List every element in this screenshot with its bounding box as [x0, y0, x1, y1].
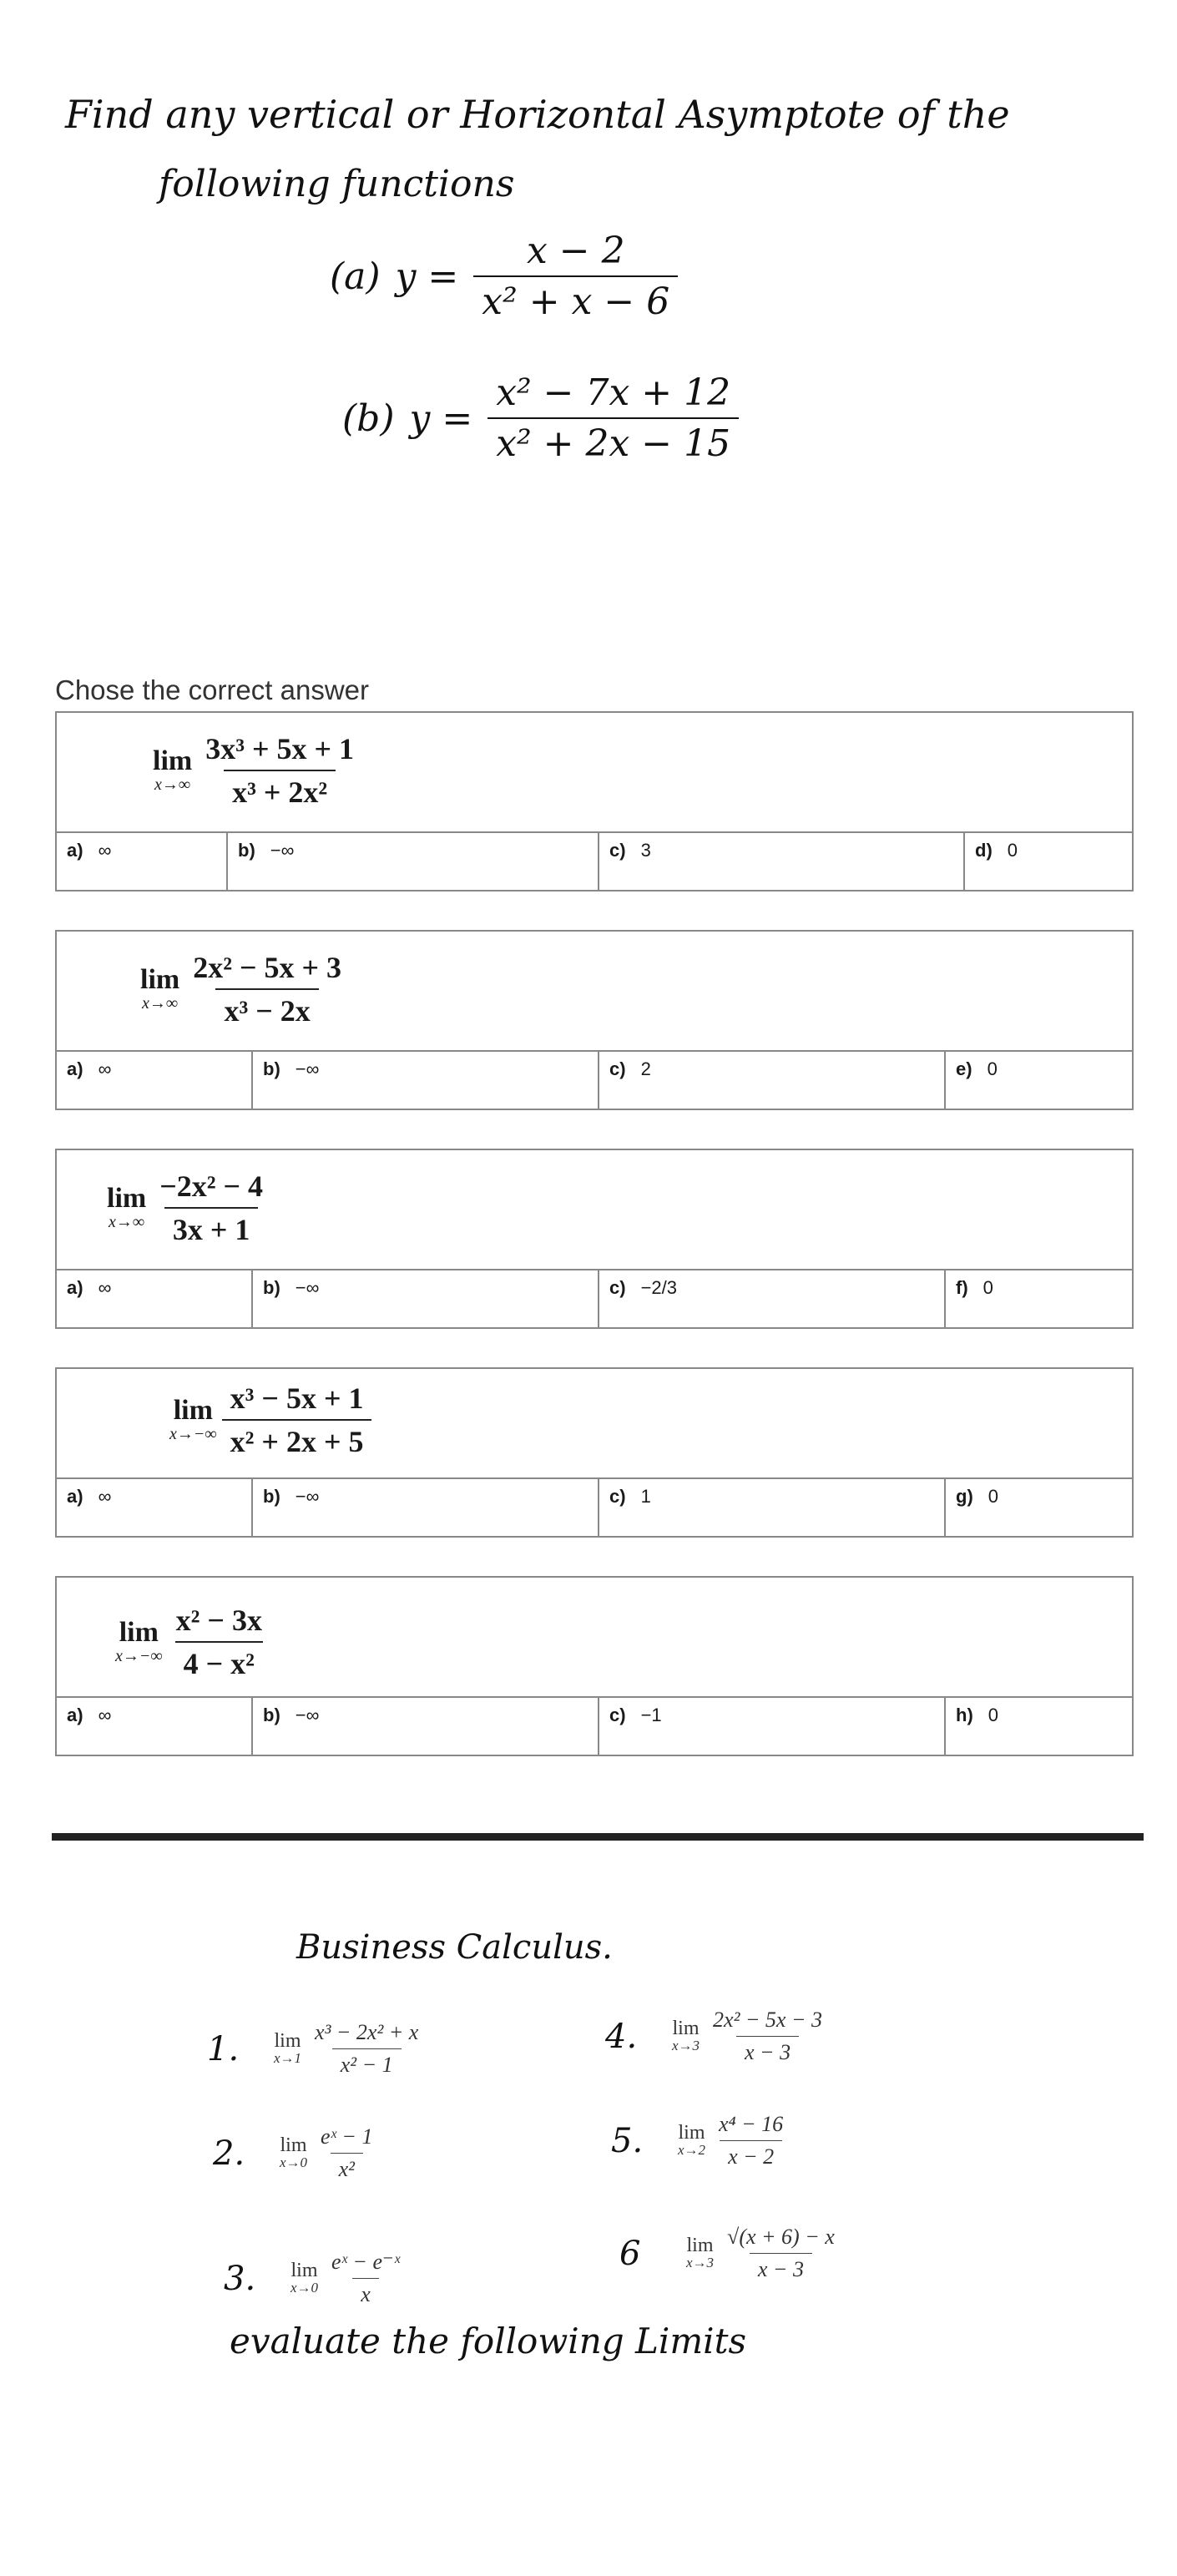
limit-operator [169, 1397, 217, 1443]
mc-options [57, 833, 1132, 890]
option-value: −∞ [295, 1058, 320, 1079]
limit-word: lim [290, 2260, 318, 2282]
limit-expression [672, 2008, 831, 2065]
limit-subscript: x→−∞ [169, 1425, 217, 1443]
option-letter: a) [67, 1705, 83, 1725]
mc-option[interactable] [253, 1479, 599, 1536]
limit-numerator: x⁴ − 16 [719, 2112, 784, 2136]
limit-numerator: √(x + 6) − x [727, 2225, 835, 2249]
mc-options [57, 1698, 1132, 1755]
limit-fraction [151, 1169, 271, 1247]
limit-fraction [306, 2020, 427, 2078]
option-value: ∞ [98, 1705, 112, 1725]
limit-expression [280, 2124, 381, 2182]
mc-option[interactable] [946, 1698, 1132, 1755]
option-value: ∞ [98, 1486, 112, 1507]
mc-option[interactable] [965, 833, 1132, 890]
option-value: 3 [640, 840, 651, 861]
limit-fraction [168, 1603, 270, 1681]
option-value: 0 [988, 1705, 999, 1725]
option-value: −1 [640, 1705, 662, 1725]
limit-word: lim [140, 964, 180, 995]
mc-option[interactable] [253, 1698, 599, 1755]
option-value: ∞ [98, 840, 112, 861]
limit-denominator: 3x + 1 [164, 1207, 259, 1247]
mc-option[interactable] [57, 1479, 253, 1536]
function-numerator: x² − 7x + 12 [496, 371, 731, 414]
limit-denominator: x − 3 [750, 2253, 812, 2282]
option-letter: a) [67, 1058, 83, 1079]
limit-expression [169, 1381, 371, 1459]
limit-word: lim [119, 1617, 159, 1648]
limit-expression [115, 1603, 270, 1681]
mc-options [57, 1052, 1132, 1109]
limit-fraction [197, 731, 362, 810]
function-lhs: y = [409, 397, 473, 440]
function-fraction [487, 371, 739, 465]
limit-denominator: x³ − 2x [215, 988, 318, 1028]
bc-problem-3 [224, 2250, 408, 2307]
limit-numerator: x³ − 2x² + x [315, 2020, 419, 2044]
limit-subscript: x→−∞ [115, 1647, 163, 1665]
mc-question-box [55, 1149, 1134, 1329]
limit-subscript: x→0 [290, 2280, 319, 2296]
limit-operator [115, 1619, 163, 1665]
option-letter: b) [263, 1486, 280, 1507]
mc-question-box [55, 1576, 1134, 1756]
option-value: −∞ [270, 840, 295, 861]
function-denominator: x² + 2x − 15 [487, 417, 739, 465]
option-letter: d) [975, 840, 993, 861]
limit-word: lim [274, 2030, 301, 2053]
option-value: 0 [1007, 840, 1018, 861]
limit-fraction [719, 2225, 843, 2282]
option-value: 0 [988, 1486, 999, 1507]
bc-problem-4 [605, 2008, 831, 2065]
limit-denominator: x² − 1 [332, 2048, 402, 2078]
mc-options [57, 1270, 1132, 1327]
limit-numerator: x³ − 5x + 1 [230, 1381, 364, 1415]
limit-word: lim [672, 2018, 700, 2040]
option-value: −2/3 [640, 1277, 677, 1298]
limit-numerator: −2x² − 4 [159, 1169, 264, 1203]
limit-subscript: x→1 [274, 2050, 302, 2067]
mc-question [57, 713, 1132, 833]
option-letter: c) [609, 1058, 626, 1079]
bc-problem-6 [619, 2225, 843, 2282]
problem-number: 2. [213, 2134, 245, 2173]
function-a [330, 230, 678, 323]
limit-word: lim [678, 2122, 705, 2144]
limit-expression [107, 1169, 271, 1247]
problem-number: 6 [619, 2234, 641, 2273]
limit-operator [140, 966, 179, 1013]
limit-operator [290, 2260, 318, 2296]
mc-option[interactable] [57, 1052, 253, 1109]
option-value: 2 [640, 1058, 651, 1079]
function-b [342, 371, 739, 465]
limit-word: lim [686, 2235, 714, 2257]
bc-problem-5 [611, 2112, 791, 2169]
limit-word: lim [107, 1183, 147, 1214]
limit-word: lim [153, 745, 193, 776]
option-letter: c) [609, 840, 626, 861]
mc-question-box [55, 711, 1134, 891]
problem-number: 4. [605, 2017, 638, 2056]
limit-fraction [323, 2250, 408, 2307]
option-letter: a) [67, 1486, 83, 1507]
function-label: (b) [342, 397, 395, 440]
function-denominator: x² + x − 6 [473, 275, 678, 323]
limit-fraction [312, 2124, 381, 2182]
limit-word: lim [173, 1395, 213, 1426]
mc-heading: Chose the correct answer [55, 674, 370, 705]
option-letter: f) [956, 1277, 968, 1298]
limit-operator [280, 2135, 307, 2171]
limit-word: lim [280, 2134, 307, 2157]
mc-question [57, 932, 1132, 1052]
limit-numerator: eˣ − e⁻ˣ [331, 2250, 401, 2274]
limit-expression [140, 950, 350, 1028]
section-divider [52, 1833, 1144, 1841]
limit-fraction [222, 1381, 372, 1459]
problem-instruction-line2: following functions [159, 163, 515, 205]
option-letter: a) [67, 840, 83, 861]
bc-problem-1 [207, 2020, 427, 2078]
mc-option[interactable] [599, 1698, 946, 1755]
mc-option[interactable] [599, 1479, 946, 1536]
mc-question-box [55, 930, 1134, 1110]
limit-expression [153, 731, 362, 810]
limit-operator [274, 2031, 301, 2067]
option-value: ∞ [98, 1058, 112, 1079]
option-value: −∞ [295, 1277, 320, 1298]
option-value: −∞ [295, 1705, 320, 1725]
mc-option[interactable] [946, 1052, 1132, 1109]
limit-denominator: x³ + 2x² [224, 770, 336, 810]
mc-option[interactable] [253, 1052, 599, 1109]
limit-numerator: 2x² − 5x − 3 [713, 2008, 823, 2032]
limit-denominator: x [352, 2278, 379, 2307]
limit-expression [678, 2112, 791, 2169]
mc-option[interactable] [946, 1479, 1132, 1536]
limit-expression [290, 2250, 408, 2307]
function-lhs: y = [395, 255, 459, 298]
limit-denominator: x² + 2x + 5 [222, 1419, 372, 1459]
mc-option[interactable] [946, 1270, 1132, 1327]
option-letter: a) [67, 1277, 83, 1298]
mc-option[interactable] [228, 833, 599, 890]
business-calculus-title: Business Calculus. [296, 1928, 613, 1967]
mc-option[interactable] [253, 1270, 599, 1327]
limit-numerator: eˣ − 1 [321, 2124, 373, 2149]
limit-denominator: x − 2 [720, 2140, 782, 2169]
limit-fraction [705, 2008, 831, 2065]
limit-operator [686, 2235, 714, 2271]
limit-subscript: x→3 [672, 2038, 700, 2054]
option-value: 0 [987, 1058, 998, 1079]
limit-subscript: x→3 [686, 2255, 715, 2271]
option-letter: g) [956, 1486, 973, 1507]
limit-operator [672, 2018, 700, 2054]
function-numerator: x − 2 [526, 230, 625, 272]
option-letter: b) [263, 1705, 280, 1725]
limit-expression [686, 2225, 843, 2282]
option-letter: b) [263, 1058, 280, 1079]
mc-option[interactable] [57, 1698, 253, 1755]
mc-options [57, 1479, 1132, 1536]
problem-number: 1. [207, 2029, 240, 2068]
mc-question [57, 1150, 1132, 1270]
mc-option[interactable] [57, 1270, 253, 1327]
option-letter: e) [956, 1058, 972, 1079]
option-value: −∞ [295, 1486, 320, 1507]
mc-option[interactable] [599, 1052, 946, 1109]
mc-option[interactable] [57, 833, 228, 890]
bc-instruction: evaluate the following Limits [230, 2321, 747, 2361]
limit-subscript: x→∞ [142, 994, 179, 1013]
limit-numerator: 2x² − 5x + 3 [193, 951, 342, 984]
mc-option[interactable] [599, 1270, 946, 1327]
option-letter: b) [263, 1277, 280, 1298]
limit-denominator: 4 − x² [175, 1641, 263, 1681]
option-value: 1 [640, 1486, 651, 1507]
problem-number: 3. [224, 2259, 256, 2298]
limit-operator [678, 2123, 705, 2159]
option-letter: c) [609, 1705, 626, 1725]
limit-fraction [710, 2112, 791, 2169]
limit-subscript: x→∞ [154, 775, 191, 794]
limit-numerator: x² − 3x [175, 1604, 262, 1637]
limit-denominator: x − 3 [736, 2036, 799, 2065]
function-fraction [473, 230, 678, 323]
limit-denominator: x² [331, 2153, 363, 2182]
bc-problem-2 [213, 2124, 381, 2182]
problem-number: 5. [611, 2121, 644, 2160]
option-value: ∞ [98, 1277, 112, 1298]
limit-expression [274, 2020, 427, 2078]
option-letter: c) [609, 1486, 626, 1507]
limit-subscript: x→0 [280, 2154, 308, 2171]
limit-subscript: x→∞ [109, 1213, 145, 1231]
option-letter: h) [956, 1705, 973, 1725]
limit-numerator: 3x³ + 5x + 1 [205, 732, 355, 765]
option-value: 0 [983, 1277, 993, 1298]
mc-option[interactable] [599, 833, 965, 890]
mc-question-box [55, 1367, 1134, 1538]
limit-operator [153, 747, 192, 794]
limit-fraction [184, 950, 350, 1028]
option-letter: c) [609, 1277, 626, 1298]
limit-operator [107, 1184, 146, 1231]
limit-subscript: x→2 [678, 2142, 706, 2159]
problem-instruction-line1: Find any vertical or Horizontal Asymptote of the [65, 92, 1010, 137]
mc-question [57, 1369, 1132, 1479]
option-letter: b) [238, 840, 255, 861]
function-label: (a) [330, 255, 381, 298]
mc-question [57, 1578, 1132, 1698]
